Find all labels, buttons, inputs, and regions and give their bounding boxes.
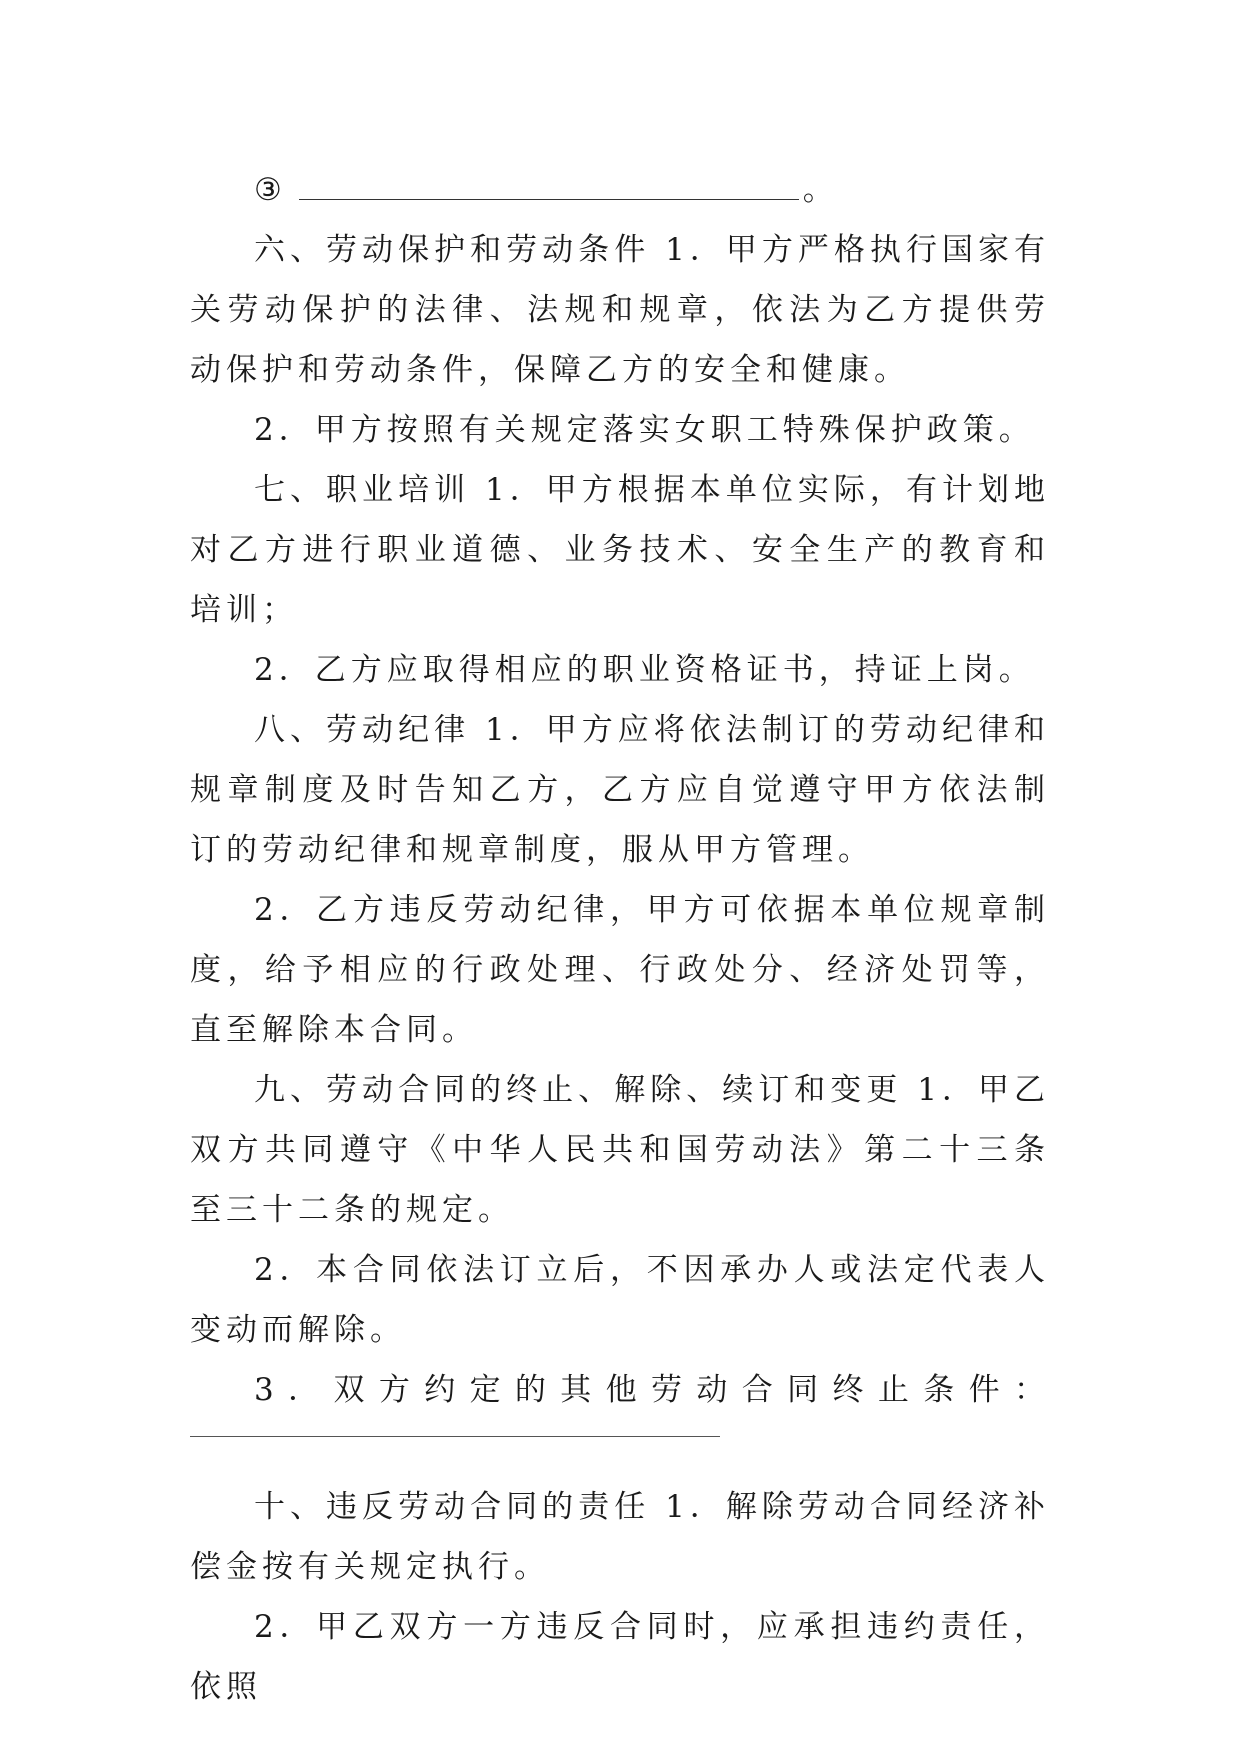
item3-end: 。 [802,172,839,208]
paragraph-section-8-item-2: 2．乙方违反劳动纪律，甲方可依据本单位规章制度，给予相应的行政处理、行政处分、经济处罚等，直至解除本合同。 [190,892,1050,1048]
item3-marker: ③ [254,172,287,208]
paragraph-section-10: 十、违反劳动合同的责任 1．解除劳动合同经济补偿金按有关规定执行。 [190,1489,1050,1585]
paragraph-section-8: 八、劳动纪律 1．甲方应将依法制订的劳动纪律和规章制度及时告知乙方，乙方应自觉遵守甲方依法制订的劳动纪律和规章制度，服从甲方管理。 [190,712,1050,868]
paragraph-section-7-item-2: 2．乙方应取得相应的职业资格证书，持证上岗。 [254,652,1035,688]
fill-in-blank [299,173,799,200]
paragraph-section-6-item-2: 2．甲方按照有关规定落实女职工特殊保护政策。 [254,412,1035,448]
fill-in-blank-line [190,1436,720,1437]
document-page [190,160,1050,1717]
paragraph-section-9-item-2: 2．本合同依法订立后，不因承办人或法定代表人变动而解除。 [190,1252,1050,1348]
paragraph-section-9: 九、劳动合同的终止、解除、续订和变更 1．甲乙双方共同遵守《中华人民共和国劳动法》第二十三条至三十二条的规定。 [190,1072,1050,1228]
paragraph-section-9-item-3: 3．双方约定的其他劳动合同终止条件： [254,1372,1050,1408]
paragraph-section-7: 七、职业培训 1．甲方根据本单位实际，有计划地对乙方进行职业道德、业务技术、安全生产的教育和培训； [190,472,1050,628]
paragraph-section-10-item-2: 2．甲乙双方一方违反合同时，应承担违约责任，依照 [190,1609,1050,1705]
paragraph-section-6: 六、劳动保护和劳动条件 1．甲方严格执行国家有关劳动保护的法律、法规和规章，依法为乙方提供劳动保护和劳动条件，保障乙方的安全和健康。 [190,232,1050,388]
item3-line [190,160,1050,220]
